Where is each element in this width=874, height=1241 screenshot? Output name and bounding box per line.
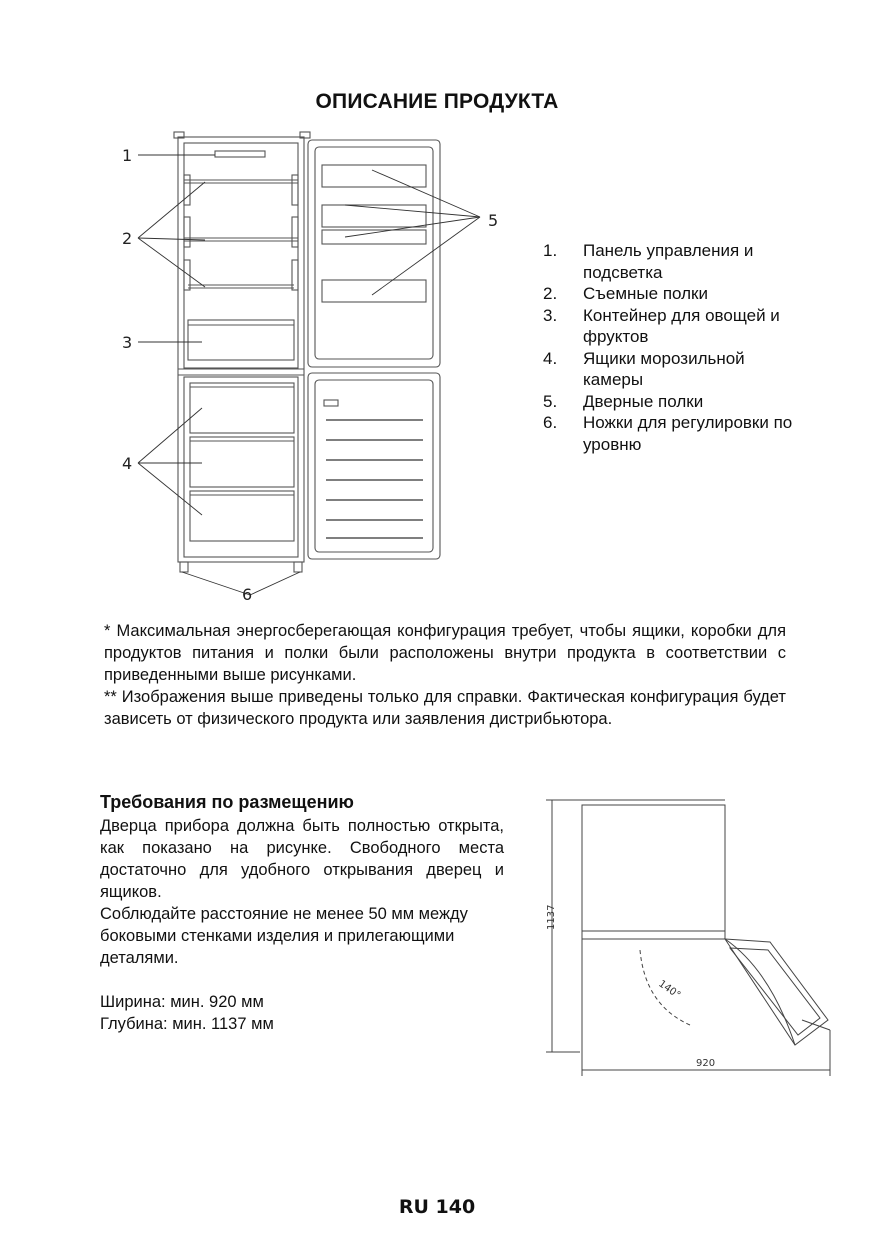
legend-item [543, 348, 803, 391]
notes-section [104, 620, 786, 730]
legend-text: Ящики морозильной камеры [583, 348, 745, 389]
legend-item [543, 412, 803, 455]
legend-text: Контейнер для овощей и фруктов [583, 305, 780, 346]
placement-heading: Требования по размещению [100, 792, 354, 812]
note-reference: ** Изображения выше приведены только для справки. Фактическая конфигурация будет зависеть от физического продукта или заявления дистрибьютора. [104, 688, 786, 728]
note-energy: * Максимальная энергосберегающая конфигурация требует, чтобы ящики, коробки для продуктов питания и полки были расположены внутри продукта в соответствии с приведенными выше рисунками. [104, 622, 786, 684]
callout-1: 1 [122, 146, 133, 165]
placement-depth: Глубина: мин. 1137 мм [100, 1015, 274, 1033]
legend-number: 3. [543, 305, 558, 325]
legend-text: Дверные полки [583, 391, 704, 411]
angle-label: 140° [656, 978, 683, 1002]
legend-item [543, 240, 803, 283]
parts-legend [543, 240, 803, 455]
legend-text: Ножки для регулировки по уровню [583, 413, 793, 454]
callout-3: 3 [122, 333, 133, 352]
clearance-diagram [540, 790, 840, 1080]
callout-5: 5 [488, 211, 499, 230]
page-title: ОПИСАНИЕ ПРОДУКТА [315, 90, 559, 113]
page-number: RU 140 [398, 1196, 476, 1218]
depth-dimension-label: 1137 [546, 904, 557, 930]
fridge-diagram [110, 125, 510, 610]
legend-item [543, 283, 803, 305]
legend-number: 4. [543, 348, 558, 368]
callout-6: 6 [242, 585, 253, 604]
placement-section [100, 790, 504, 1035]
legend-number: 6. [543, 413, 558, 432]
placement-distance-text: Соблюдайте расстояние не менее 50 мм между боковыми стенками изделия и прилегающими деталями. [100, 905, 468, 967]
legend-text: Панель управления и подсветка [583, 241, 754, 282]
placement-door-text: Дверца прибора должна быть полностью открыта, как показано на рисунке. Свободного места достаточно для удобного открывания дверец и ящиков. [100, 817, 504, 901]
legend-number: 1. [543, 241, 558, 260]
legend-item [543, 305, 803, 348]
legend-number: 2. [543, 284, 558, 303]
legend-number: 5. [543, 391, 558, 411]
callout-4: 4 [122, 454, 133, 473]
legend-text: Съемные полки [583, 284, 708, 303]
width-dimension-label: 920 [696, 1058, 716, 1069]
callout-2: 2 [122, 229, 133, 248]
legend-item [543, 391, 803, 413]
placement-width: Ширина: мин. 920 мм [100, 993, 264, 1011]
